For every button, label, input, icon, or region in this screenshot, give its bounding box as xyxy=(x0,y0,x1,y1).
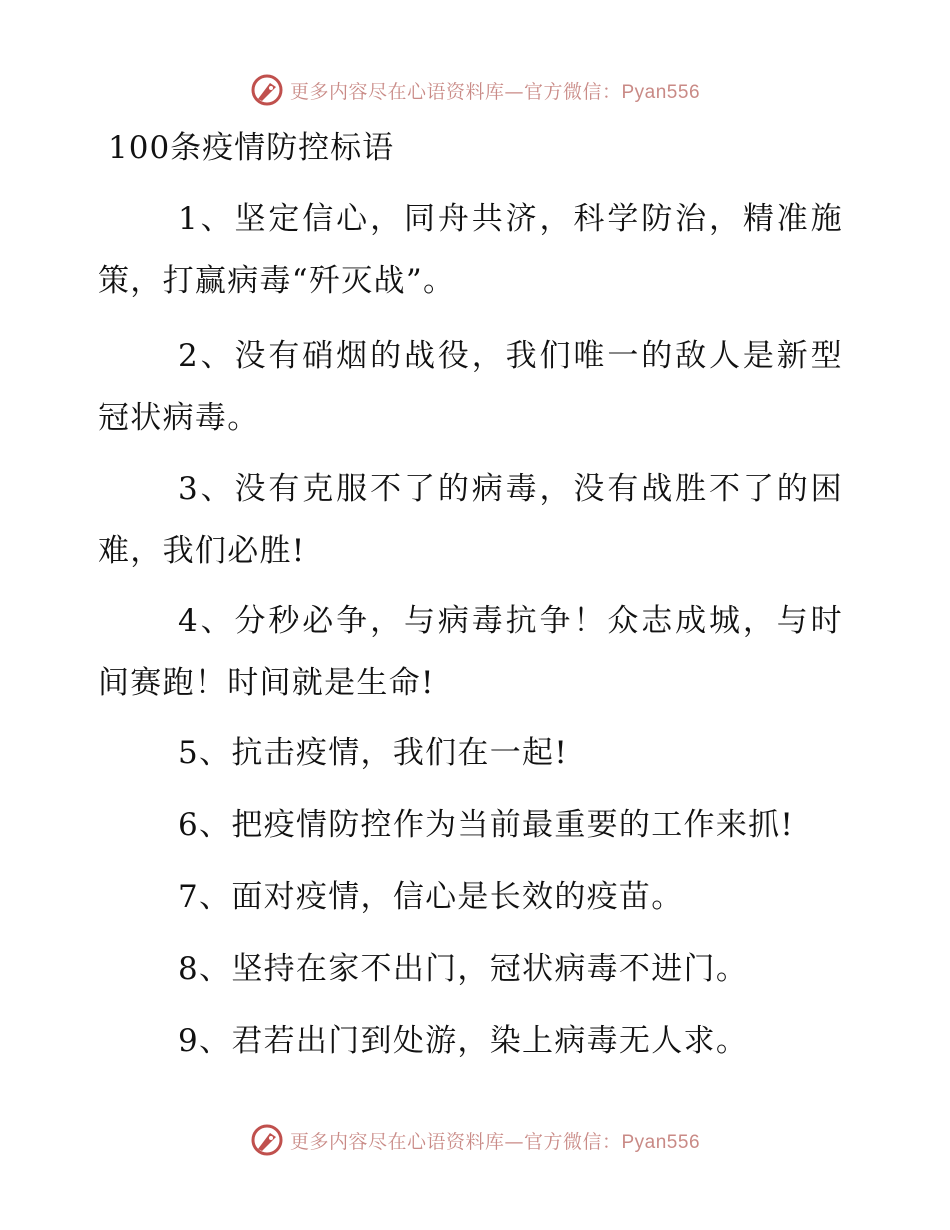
slogan-2: 2、没有硝烟的战役，我们唯一的敌人是新型冠状病毒。 xyxy=(98,338,843,436)
header-watermark xyxy=(0,70,950,110)
slogan-8: 8、坚持在家不出门，冠状病毒不进门。 xyxy=(178,951,749,987)
slogan-5: 5、抗击疫情，我们在一起! xyxy=(178,735,569,771)
slogan-6: 6、把疫情防控作为当前最重要的工作来抓! xyxy=(178,807,795,843)
pen-nib-circle-icon xyxy=(250,73,284,107)
slogan-1: 1、坚定信心，同舟共济，科学防治，精准施策，打赢病毒“歼灭战”。 xyxy=(98,201,843,299)
watermark-text: 更多内容尽在心语资料库—官方微信：Pyan556 xyxy=(289,1130,701,1153)
footer-watermark xyxy=(0,1120,950,1160)
watermark-id: Pyan556 xyxy=(621,1131,701,1153)
pen-nib-circle-icon xyxy=(250,1123,284,1157)
document-title: 100条疫情防控标语 xyxy=(108,130,395,166)
watermark-id: Pyan556 xyxy=(621,81,701,103)
watermark-text: 更多内容尽在心语资料库—官方微信：Pyan556 xyxy=(289,80,701,103)
slogan-4: 4、分秒必争，与病毒抗争！众志成城，与时间赛跑！时间就是生命! xyxy=(98,603,843,701)
slogan-7: 7、面对疫情，信心是长效的疫苗。 xyxy=(178,879,684,915)
slogan-3: 3、没有克服不了的病毒，没有战胜不了的困难，我们必胜! xyxy=(98,471,843,569)
slogan-9: 9、君若出门到处游，染上病毒无人求。 xyxy=(178,1023,749,1059)
